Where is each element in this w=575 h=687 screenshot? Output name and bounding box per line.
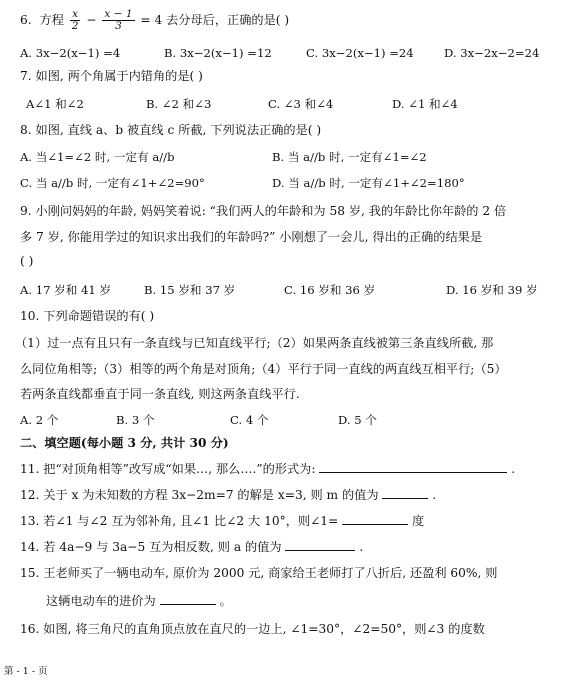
option-d: D. 16 岁和 39 岁 (446, 283, 538, 297)
question-15-line-2 (46, 592, 232, 609)
question-8: 8. 如图, 直线 a、b 被直线 c 所截, 下列说法正确的是( ) (20, 123, 322, 137)
answer-blank[interactable] (382, 486, 428, 499)
option-a: A. 17 岁和 41 岁 (20, 283, 112, 297)
question-number: 6. (20, 13, 32, 27)
question-end: 度 (412, 514, 425, 528)
question-9-line-3: ( ) (20, 254, 34, 268)
question-9-line-2: 多 7 岁, 你能用学过的知识求出我们的年龄吗?” 小刚想了一会儿, 得出的正确的结果是 (20, 230, 483, 244)
fraction-x-over-2 (70, 9, 81, 32)
question-text: 12. 关于 x 为未知数的方程 3x−2m=7 的解是 x=3, 则 m 的值为 (20, 488, 379, 502)
option-d: D. 5 个 (338, 413, 377, 427)
minus-sign: − (86, 13, 97, 27)
question-end: 。 (219, 594, 232, 608)
option-d: D. 3x−2x−2=24 (444, 46, 540, 60)
question-text: 这辆电动车的进价为 (46, 594, 156, 608)
question-end: . (359, 540, 364, 554)
question-end: . (432, 488, 437, 502)
fraction-denominator: 3 (115, 20, 122, 32)
question-text: = 4 去分母后，正确的是( ) (140, 13, 290, 27)
question-9-line-1: 9. 小刚问妈妈的年龄, 妈妈笑着说: “我们两人的年龄和为 58 岁, 我的年龄比你年龄的 2 倍 (20, 204, 507, 218)
option-a: A. 3x−2(x−1) =4 (20, 46, 121, 60)
question-text: 13. 若∠1 与∠2 互为邻补角, 且∠1 比∠2 大 10°，则∠1= (20, 514, 339, 528)
option-c: C. 4 个 (230, 413, 269, 427)
section-heading: 二、填空题(每小题 3 分, 共计 30 分) (20, 436, 229, 450)
option-b: B. 当 a//b 时, 一定有∠1=∠2 (272, 150, 427, 164)
question-12 (20, 486, 436, 503)
question-text: 方程 (39, 13, 64, 27)
answer-blank[interactable] (342, 512, 408, 525)
option-b: B. 3 个 (116, 413, 155, 427)
question-text: 14. 若 4a−9 与 3a−5 互为相反数, 则 a 的值为 (20, 540, 286, 554)
fraction-numerator: x (72, 8, 79, 20)
question-6 (20, 9, 289, 32)
question-7: 7. 如图, 两个角属于内错角的是( ) (20, 69, 203, 83)
option-b: B. ∠2 和∠3 (146, 97, 212, 111)
question-13 (20, 512, 424, 529)
question-15-line-1: 15. 王老师买了一辆电动车, 原价为 2000 元, 商家给王老师打了八折后, 还盈利 60%, 则 (20, 566, 498, 580)
option-a: A. 当∠1=∠2 时, 一定有 a//b (20, 150, 175, 164)
option-d: D. ∠1 和∠4 (392, 97, 458, 111)
option-c: C. 3x−2(x−1) =24 (306, 46, 414, 60)
option-a: A. 2 个 (20, 413, 59, 427)
question-10-line-1: （1）过一点有且只有一条直线与已知直线平行;（2）如果两条直线被第三条直线所截, 那 (15, 336, 494, 350)
question-10-line-2: 么同位角相等;（3）相等的两个角是对顶角;（4）平行于同一直线的两直线互相平行;（5） (20, 362, 507, 376)
answer-blank[interactable] (160, 592, 216, 605)
answer-blank[interactable] (319, 460, 507, 473)
question-14 (20, 538, 363, 555)
answer-blank[interactable] (285, 538, 355, 551)
page-number: 第 - 1 - 页 (4, 666, 48, 677)
fraction-x-minus-1-over-3 (102, 9, 134, 32)
fraction-numerator: x − 1 (104, 8, 133, 20)
question-text: 11. 把“对顶角相等”改写成“如果…, 那么….”的形式为: (20, 462, 316, 476)
option-a: A∠1 和∠2 (26, 97, 84, 111)
question-16: 16. 如图, 将三角尺的直角顶点放在直尺的一边上, ∠1=30°，∠2=50°，则∠3 的度数 (20, 622, 485, 636)
question-end: . (511, 462, 516, 476)
option-c: C. 当 a//b 时, 一定有∠1+∠2=90° (20, 176, 205, 190)
option-b: B. 3x−2(x−1) =12 (164, 46, 272, 60)
question-11 (20, 460, 515, 477)
option-d: D. 当 a//b 时, 一定有∠1+∠2=180° (272, 176, 465, 190)
option-c: C. ∠3 和∠4 (268, 97, 334, 111)
option-c: C. 16 岁和 36 岁 (284, 283, 376, 297)
fraction-denominator: 2 (71, 20, 79, 32)
question-10-line-3: 若两条直线都垂直于同一条直线, 则这两条直线平行. (20, 387, 300, 401)
question-10: 10. 下列命题错误的有( ) (20, 309, 155, 323)
option-b: B. 15 岁和 37 岁 (144, 283, 236, 297)
